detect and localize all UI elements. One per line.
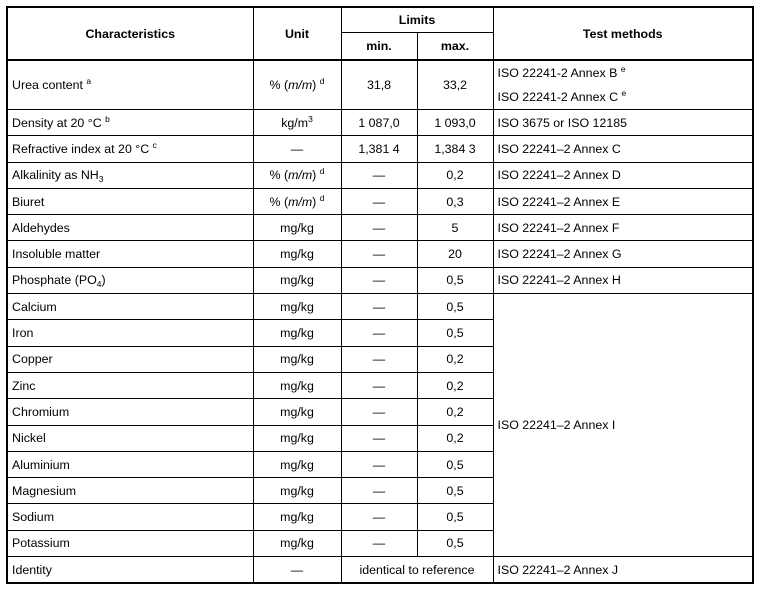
header-min: min. (341, 33, 417, 61)
table-row (7, 110, 753, 136)
method-cell: ISO 22241–2 Annex D (493, 162, 753, 188)
characteristic-cell: Phosphate $(PO_4)$ (7, 267, 253, 293)
unit-cell: mg/kg (253, 267, 341, 293)
max-cell: 1 093,0 (417, 110, 493, 136)
max-cell: 0,5 (417, 451, 493, 477)
table-row (7, 267, 753, 293)
unit-cell: mg/kg (253, 451, 341, 477)
max-cell: 0,5 (417, 267, 493, 293)
min-cell: 1,381 4 (341, 136, 417, 162)
characteristic-cell: Sodium (7, 504, 253, 530)
unit-cell: mg/kg (253, 241, 341, 267)
table-row (7, 241, 753, 267)
unit-cell: mg/kg (253, 372, 341, 398)
max-cell: 0,2 (417, 162, 493, 188)
table-row (7, 162, 753, 188)
characteristic-cell: Nickel (7, 425, 253, 451)
min-cell: — (341, 162, 417, 188)
table-row (7, 557, 753, 584)
characteristic-cell: Aluminium (7, 451, 253, 477)
table-row (7, 294, 753, 320)
unit-cell: mg/kg (253, 320, 341, 346)
method-cell: ISO 22241–2 Annex H (493, 267, 753, 293)
characteristic-cell: Magnesium (7, 478, 253, 504)
min-cell: — (341, 478, 417, 504)
characteristic-cell: Biuret (7, 188, 253, 214)
specification-table (6, 6, 754, 584)
characteristic-cell: Aldehydes (7, 215, 253, 241)
min-cell: — (341, 504, 417, 530)
unit-cell: mg/kg (253, 425, 341, 451)
method-cell: ISO 22241–2 Annex G (493, 241, 753, 267)
unit-cell: mg/kg (253, 399, 341, 425)
method-cell: ISO 22241–2 Annex E (493, 188, 753, 214)
unit-cell: mg/kg (253, 530, 341, 556)
method-cell: ISO 3675 or ISO 12185 (493, 110, 753, 136)
characteristic-cell: Identity (7, 557, 253, 584)
method-cell: ISO 22241–2 Annex C (493, 136, 753, 162)
unit-cell: % (m/m) $^d$ (253, 162, 341, 188)
characteristic-cell: Density at 20 °C $^b$ (7, 110, 253, 136)
table-header (7, 7, 753, 60)
method-cell: ISO 22241–2 Annex F (493, 215, 753, 241)
max-cell: 0,5 (417, 478, 493, 504)
max-cell: 0,2 (417, 425, 493, 451)
min-cell: — (341, 241, 417, 267)
header-characteristics: Characteristics (7, 7, 253, 60)
table-row (7, 60, 753, 110)
max-cell: 0,5 (417, 294, 493, 320)
min-cell: — (341, 188, 417, 214)
min-cell: 31,8 (341, 60, 417, 110)
unit-cell: mg/kg (253, 346, 341, 372)
unit-cell: — (253, 136, 341, 162)
characteristic-cell: Copper (7, 346, 253, 372)
min-cell: — (341, 346, 417, 372)
min-cell: — (341, 294, 417, 320)
unit-cell: % (m/m) $^d$ (253, 60, 341, 110)
max-cell: 5 (417, 215, 493, 241)
max-cell: 0,5 (417, 530, 493, 556)
characteristic-cell: Zinc (7, 372, 253, 398)
characteristic-cell: Alkalinity as $NH_3$ (7, 162, 253, 188)
min-cell: — (341, 425, 417, 451)
unit-cell: $kg/m^3$ (253, 110, 341, 136)
characteristic-cell: Refractive index at 20 °C $^c$ (7, 136, 253, 162)
characteristic-cell: Chromium (7, 399, 253, 425)
max-cell: 0,3 (417, 188, 493, 214)
max-cell: 1,384 3 (417, 136, 493, 162)
table-row (7, 136, 753, 162)
min-cell: — (341, 215, 417, 241)
max-cell: 0,2 (417, 372, 493, 398)
characteristic-cell: Urea content $^a$ (7, 60, 253, 110)
characteristic-cell: Potassium (7, 530, 253, 556)
min-cell: — (341, 372, 417, 398)
min-cell: — (341, 530, 417, 556)
min-cell: — (341, 320, 417, 346)
unit-cell: mg/kg (253, 294, 341, 320)
max-cell: 33,2 (417, 60, 493, 110)
max-cell: 0,5 (417, 504, 493, 530)
table-row (7, 215, 753, 241)
max-cell: 20 (417, 241, 493, 267)
max-cell: 0,5 (417, 320, 493, 346)
table-body (7, 60, 753, 583)
limits-cell: identical to reference (341, 557, 493, 584)
header-limits: Limits (341, 7, 493, 33)
max-cell: 0,2 (417, 399, 493, 425)
min-cell: — (341, 267, 417, 293)
header-max: max. (417, 33, 493, 61)
min-cell: — (341, 451, 417, 477)
unit-cell: mg/kg (253, 478, 341, 504)
characteristic-cell: Calcium (7, 294, 253, 320)
metals-method-cell: ISO 22241–2 Annex I (493, 294, 753, 557)
max-cell: 0,2 (417, 346, 493, 372)
header-unit: Unit (253, 7, 341, 60)
characteristic-cell: Insoluble matter (7, 241, 253, 267)
unit-cell: mg/kg (253, 215, 341, 241)
unit-cell: — (253, 557, 341, 584)
method-cell: ISO 22241-2 Annex B $^e$ ISO 22241-2 Annex C $^e$ (493, 60, 753, 110)
unit-cell: % (m/m) $^d$ (253, 188, 341, 214)
table-row (7, 188, 753, 214)
characteristic-cell: Iron (7, 320, 253, 346)
unit-cell: mg/kg (253, 504, 341, 530)
method-cell: ISO 22241–2 Annex J (493, 557, 753, 584)
header-test-methods: Test methods (493, 7, 753, 60)
min-cell: 1 087,0 (341, 110, 417, 136)
min-cell: — (341, 399, 417, 425)
